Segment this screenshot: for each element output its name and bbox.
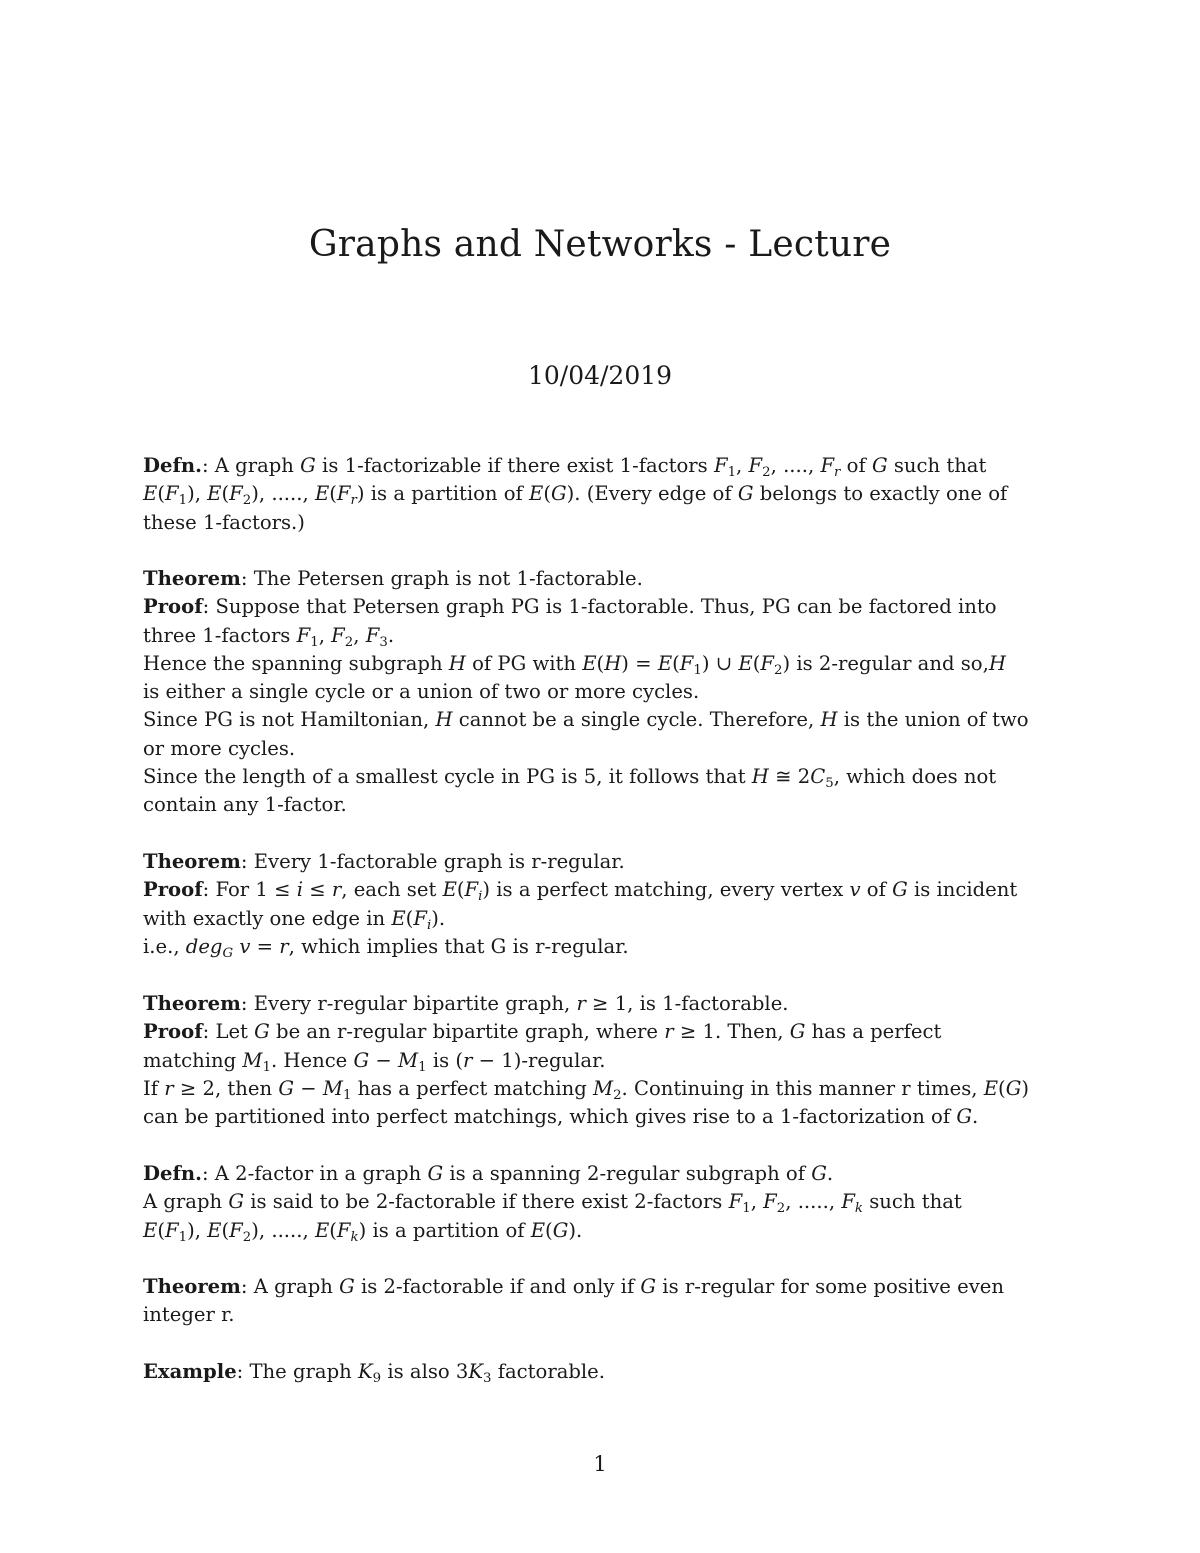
- page-number: 1: [593, 1452, 607, 1476]
- text-line: is either a single cycle or a union of two or more cycles.: [143, 680, 700, 704]
- text-line: integer r.: [143, 1303, 235, 1327]
- text-line: Defn.: A 2-factor in a graph G is a spanning 2-regular subgraph of G.: [143, 1162, 834, 1185]
- text-line: Theorem: Every 1-factorable graph is r-regular.: [143, 850, 625, 873]
- text-line: matching $M_1$. Hence $G - M_1$ is (r − 1)-regular.: [143, 1048, 606, 1075]
- text-line: can be partitioned into perfect matchings, which gives rise to a 1-factorization of G.: [143, 1105, 979, 1129]
- definition-2-factor: [143, 1160, 1063, 1245]
- text-line: Since PG is not Hamiltonian, H cannot be a single cycle. Therefore, H is the union of two: [143, 708, 1029, 732]
- document-title: Graphs and Networks - Lecture: [308, 224, 892, 265]
- text-line: Hence the spanning subgraph H of PG with $E(H) = E(F_1)$ ∪ $E(F_2)$ is 2-regular and so,H: [143, 651, 1006, 678]
- text-line: $E(F_1)$, $E(F_2)$, ....., $E(F_r)$ is a partition of E(G). (Every edge of G belongs to exactly one of: [143, 482, 1008, 509]
- text-line: Theorem: Every r-regular bipartite graph, r ≥ 1, is 1-factorable.: [143, 992, 789, 1015]
- theorem-2-factorable: [143, 1273, 1063, 1330]
- definition-1-factorizable: [143, 452, 1063, 537]
- theorem-1-factorable-r-regular: [143, 848, 1063, 961]
- example-k9: [143, 1358, 1063, 1386]
- text-line: Proof: For 1 ≤ i ≤ r, each set $E(F_i)$ is a perfect matching, every vertex v of G is incident: [143, 878, 1018, 905]
- text-line: these 1-factors.): [143, 510, 305, 534]
- text-line: i.e., deg$_G$ v = r, which implies that G is r-regular.: [143, 934, 629, 961]
- text-line: Defn.: A graph G is 1-factorizable if there exist 1-factors $F_1$, $F_2$, ...., $F_r$ of G such that: [143, 454, 987, 480]
- text-line: three 1-factors $F_1$, $F_2$, $F_3$.: [143, 623, 395, 650]
- theorem-petersen-not-1-factorable: [143, 565, 1063, 820]
- text-line: contain any 1-factor.: [143, 793, 347, 817]
- text-line: or more cycles.: [143, 736, 296, 760]
- text-line: Theorem: The Petersen graph is not 1-factorable.: [143, 567, 643, 590]
- text-line: Since the length of a smallest cycle in PG is 5, it follows that H ≅ $2C_5$, which does not: [143, 765, 997, 792]
- document-date: 10/04/2019: [527, 361, 673, 390]
- text-line: $E(F_1)$, $E(F_2)$, ....., $E(F_k)$ is a partition of E(G).: [143, 1218, 583, 1245]
- text-line: Theorem: A graph G is 2-factorable if and only if G is r-regular for some positive even: [143, 1275, 1004, 1298]
- text-line: Example: The graph $K_9$ is also $3K_3$ factorable.: [143, 1360, 606, 1386]
- theorem-bipartite-1-factorable: [143, 990, 1063, 1131]
- text-line: Proof: Suppose that Petersen graph PG is 1-factorable. Thus, PG can be factored into: [143, 595, 997, 619]
- text-line: A graph G is said to be 2-factorable if there exist 2-factors $F_1$, $F_2$, ....., $F_k$ such that: [143, 1190, 962, 1217]
- text-line: Proof: Let G be an r-regular bipartite graph, where r ≥ 1. Then, G has a perfect: [143, 1020, 942, 1044]
- text-line: with exactly one edge in $E(F_i)$.: [143, 906, 446, 933]
- text-line: If r ≥ 2, then $G - M_1$ has a perfect matching $M_2$. Continuing in this manner r times, E(G): [143, 1076, 1029, 1103]
